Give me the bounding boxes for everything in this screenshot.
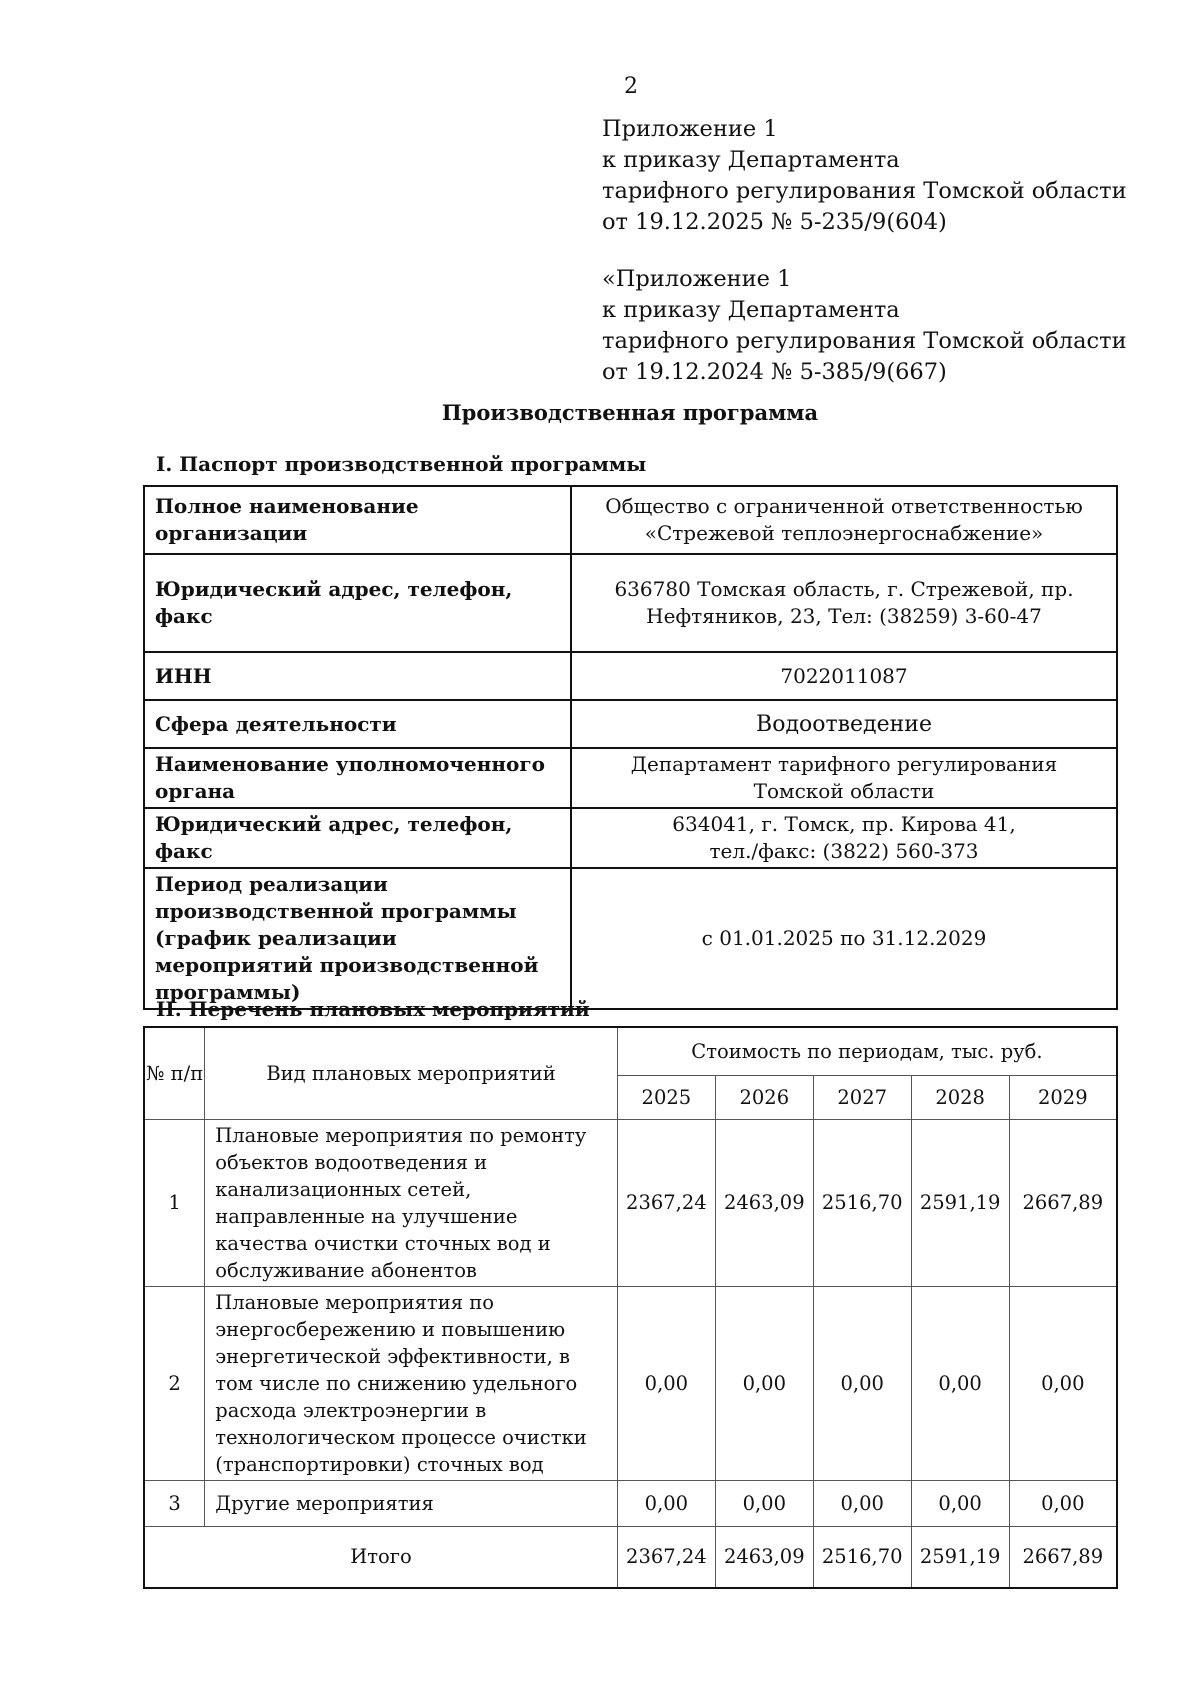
passport-value-line: Нефтяников, 23, Тел: (38259) 3-60-47 <box>646 604 1042 628</box>
passport-value <box>571 808 1117 868</box>
section1-heading: I. Паспорт производственной программы <box>156 452 647 476</box>
passport-row <box>144 652 1117 700</box>
passport-label: Наименование уполномоченного органа <box>144 748 571 808</box>
document-title: Производственная программа <box>441 400 819 425</box>
passport-value <box>571 652 1117 700</box>
section2-heading: II. Перечень плановых мероприятий <box>156 997 590 1021</box>
passport-row <box>144 868 1117 1009</box>
appendix-new-line: от 19.12.2025 № 5-235/9(604) <box>602 209 947 235</box>
page-number: 2 <box>624 74 638 99</box>
total-label: Итого <box>144 1526 617 1588</box>
row-value: 0,00 <box>813 1286 911 1480</box>
table-row <box>144 1286 1117 1480</box>
passport-value <box>571 748 1117 808</box>
year-header: 2026 <box>715 1075 813 1119</box>
col-num-header: № п/п <box>144 1027 205 1119</box>
row-value: 0,00 <box>617 1286 715 1480</box>
total-value: 2367,24 <box>617 1526 715 1588</box>
passport-table <box>143 485 1118 1010</box>
row-num: 3 <box>144 1480 205 1526</box>
passport-row <box>144 554 1117 652</box>
row-value: 0,00 <box>617 1480 715 1526</box>
row-desc: Другие мероприятия <box>205 1480 618 1526</box>
year-header: 2025 <box>617 1075 715 1119</box>
row-num: 1 <box>144 1119 205 1286</box>
passport-value-line: Общество с ограниченной ответственностью <box>605 494 1083 518</box>
passport-row <box>144 748 1117 808</box>
appendix-old <box>602 264 1127 388</box>
passport-value-line: с 01.01.2025 по 31.12.2029 <box>701 926 987 950</box>
total-value: 2516,70 <box>813 1526 911 1588</box>
appendix-new-line: к приказу Департамента <box>602 147 900 173</box>
passport-value-line: 7022011087 <box>780 663 908 688</box>
passport-label: Полное наименование организации <box>144 486 571 554</box>
total-value: 2591,19 <box>911 1526 1009 1588</box>
total-value: 2667,89 <box>1009 1526 1117 1588</box>
row-value: 0,00 <box>1009 1286 1117 1480</box>
passport-value-line: 636780 Томская область, г. Стрежевой, пр. <box>614 577 1074 601</box>
passport-value <box>571 486 1117 554</box>
row-value: 2667,89 <box>1009 1119 1117 1286</box>
row-value: 0,00 <box>715 1286 813 1480</box>
row-value: 2367,24 <box>617 1119 715 1286</box>
passport-label: Юридический адрес, телефон, факс <box>144 808 571 868</box>
row-desc: Плановые мероприятия по ремонту объектов водоотведения и канализационных сетей, направленные на улучшение качества очистки сточных вод и обслуживание абонентов <box>205 1119 618 1286</box>
col-type-header: Вид плановых мероприятий <box>205 1027 618 1119</box>
row-value: 0,00 <box>1009 1480 1117 1526</box>
passport-value-line: «Стрежевой теплоэнергоснабжение» <box>644 521 1044 545</box>
passport-row <box>144 486 1117 554</box>
passport-value-line: Департамент тарифного регулирования <box>630 752 1058 776</box>
passport-label: Юридический адрес, телефон, факс <box>144 554 571 652</box>
appendix-old-line: тарифного регулирования Томской области <box>602 328 1127 354</box>
row-num: 2 <box>144 1286 205 1480</box>
appendix-old-line: «Приложение 1 <box>602 266 792 292</box>
passport-value-line: 634041, г. Томск, пр. Кирова 41, <box>672 812 1016 836</box>
passport-value <box>571 868 1117 1009</box>
table-row <box>144 1480 1117 1526</box>
row-value: 0,00 <box>715 1480 813 1526</box>
passport-value <box>571 554 1117 652</box>
passport-label: ИНН <box>144 652 571 700</box>
row-value: 0,00 <box>911 1286 1009 1480</box>
appendix-new-line: Приложение 1 <box>602 116 778 142</box>
table-row <box>144 1119 1117 1286</box>
row-value: 2463,09 <box>715 1119 813 1286</box>
year-header: 2027 <box>813 1075 911 1119</box>
total-value: 2463,09 <box>715 1526 813 1588</box>
passport-label: Период реализации производственной программы (график реализации мероприятий производственной программы) <box>144 868 571 1009</box>
passport-row <box>144 700 1117 748</box>
appendix-new-line: тарифного регулирования Томской области <box>602 178 1127 204</box>
col-cost-header: Стоимость по периодам, тыс. руб. <box>617 1027 1117 1075</box>
year-header: 2029 <box>1009 1075 1117 1119</box>
passport-value-line: Томской области <box>753 779 935 803</box>
passport-value <box>571 700 1117 748</box>
passport-value-line: тел./факс: (3822) 560-373 <box>709 839 979 863</box>
passport-row <box>144 808 1117 868</box>
row-value: 2591,19 <box>911 1119 1009 1286</box>
year-header: 2028 <box>911 1075 1009 1119</box>
row-value: 0,00 <box>911 1480 1009 1526</box>
plan-header-row <box>144 1027 1117 1075</box>
row-value: 0,00 <box>813 1480 911 1526</box>
plan-table <box>143 1026 1118 1589</box>
appendix-old-line: к приказу Департамента <box>602 297 900 323</box>
row-desc: Плановые мероприятия по энергосбережению и повышению энергетической эффективности, в том числе по снижению удельного расхода электроэнергии в технологическом процессе очистки (транспортировки) сточных вод <box>205 1286 618 1480</box>
appendix-old-line: от 19.12.2024 № 5-385/9(667) <box>602 359 947 385</box>
appendix-new <box>602 114 1127 238</box>
passport-label: Сфера деятельности <box>144 700 571 748</box>
row-value: 2516,70 <box>813 1119 911 1286</box>
total-row <box>144 1526 1117 1588</box>
passport-value-line: Водоотведение <box>756 711 932 737</box>
